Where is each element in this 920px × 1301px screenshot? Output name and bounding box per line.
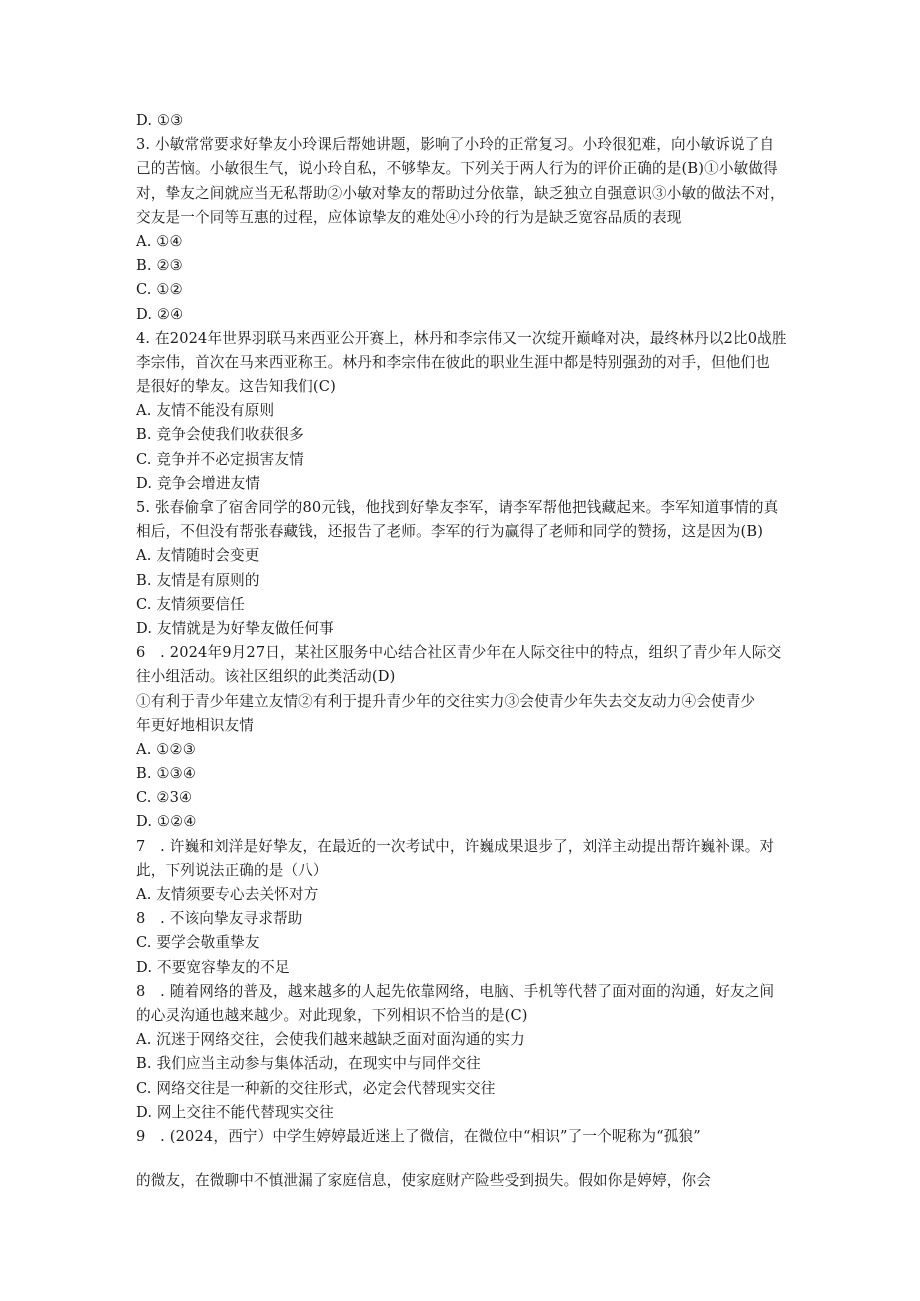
text-line: B. 竞争会使我们收获很多 <box>136 426 304 444</box>
text-line: 交友是一个同等互惠的过程，应体谅挚友的难处④小玲的行为是缺乏宽容品质的表现 <box>136 208 682 226</box>
text-line: 7 . 许巍和刘洋是好挚友，在最近的一次考试中，许巍成果退步了，刘洋主动提出帮许巍补课。对 <box>136 837 775 855</box>
text-line: D. 不要宽容挚友的不足 <box>136 958 290 976</box>
text-line: D. 网上交往不能代替现实交往 <box>136 1103 334 1121</box>
document-body <box>136 109 792 1149</box>
text-line: 己的苦恼。小敏很生气，说小玲自私，不够挚友。下列关于两人行为的评价正确的是(B)①小敏做得 <box>136 160 778 178</box>
text-line: C. ①② <box>136 281 183 299</box>
text-line: ①有利于青少年建立友情②有利于提升青少年的交往实力③会使青少年失去交友动力④会使青少 <box>136 692 756 710</box>
text-line: C. 竞争并不必定损害友情 <box>136 450 304 468</box>
text-line: C. ②3④ <box>136 789 193 807</box>
document-page <box>136 109 792 1193</box>
text-line: D. ②④ <box>136 305 184 323</box>
text-line: 5. 张春偷拿了宿舍同学的80元钱，他找到好挚友李军，请李军帮他把钱藏起来。李军知道事情的真 <box>136 499 779 516</box>
text-line: A. 友情须要专心去关怀对方 <box>136 886 319 903</box>
text-line: D. 友情就是为好挚友做任何事 <box>136 619 334 637</box>
text-line: C. 友情须要信任 <box>136 595 245 613</box>
text-line: B. 我们应当主动参与集体活动，在现实中与同伴交往 <box>136 1055 481 1073</box>
text-line: 相后，不但没有帮张春藏钱，还报告了老师。李军的行为赢得了老师和同学的赞扬，这是因为(B) <box>136 523 764 541</box>
text-line: 年更好地相识友情 <box>136 716 254 734</box>
text-line: A. 友情随时会变更 <box>136 547 260 565</box>
text-line: 是很好的挚友。这告知我们(C) <box>136 378 336 396</box>
text-line: A. ①④ <box>136 232 183 250</box>
text-line: C. 网络交往是一种新的交往形式，必定会代替现实交往 <box>136 1079 496 1097</box>
text-line: 3. 小敏常常要求好挚友小玲课后帮她讲题，影响了小玲的正常复习。小玲很犯难，向小敏诉说了自 <box>136 136 775 154</box>
text-line: A. 友情不能没有原则 <box>136 402 275 420</box>
text-line: 对，挚友之间就应当无私帮助②小敏对挚友的帮助过分依靠，缺乏独立自强意识③小敏的做法不对， <box>136 184 785 202</box>
text-line: 此，下列说法正确的是（八） <box>136 861 328 879</box>
text-line: 8 . 不该向挚友寻求帮助 <box>136 910 303 928</box>
text-line: A. ①②③ <box>136 740 196 758</box>
text-line: 的心灵沟通也越来越少。对此现象，下列相识不恰当的是(C) <box>136 1006 528 1024</box>
text-line: 9 . (2024，西宁）中学生婷婷最近迷上了微信，在微位中“相识”了一个呢称为“孤狼” <box>136 1127 701 1145</box>
text-line: 李宗伟，首次在马来西亚称王。林丹和李宗伟在彼此的职业生涯中都是特别强劲的对手，但他们也 <box>136 353 770 371</box>
text-line: A. 沉迷于网络交往，会使我们越来越缺乏面对面沟通的实力 <box>136 1031 525 1049</box>
text-line: 8 . 随着网络的普及，越来越多的人起先依靠网络，电脑、手机等代替了面对面的沟通，好友之间 <box>136 982 775 1000</box>
text-line: B. 友情是有原则的 <box>136 571 260 589</box>
text-line: 4. 在2024年世界羽联马来西亚公开赛上，林丹和李宗伟又一次绽开巅峰对决，最终林丹以2比0战胜 <box>136 329 787 347</box>
final-text-line: 的微友，在微聊中不慎泄漏了家庭信息，使家庭财产险些受到损失。假如你是婷婷，你会 <box>136 1172 712 1190</box>
text-line: D. ①②④ <box>136 813 197 831</box>
text-line: D. 竞争会增进友情 <box>136 474 261 492</box>
text-line: B. ②③ <box>136 257 183 275</box>
text-line: D. ①③ <box>136 112 184 129</box>
text-line: 6 . 2024年9月27日，某社区服务中心结合社区青少年在人际交往中的特点，组织了青少年人际交 <box>136 644 782 662</box>
text-line: C. 要学会敬重挚友 <box>136 934 260 952</box>
paragraph-gap <box>136 1149 792 1169</box>
text-line: 往小组活动。该社区组织的此类活动(D) <box>136 668 396 686</box>
text-line: B. ①③④ <box>136 765 197 783</box>
